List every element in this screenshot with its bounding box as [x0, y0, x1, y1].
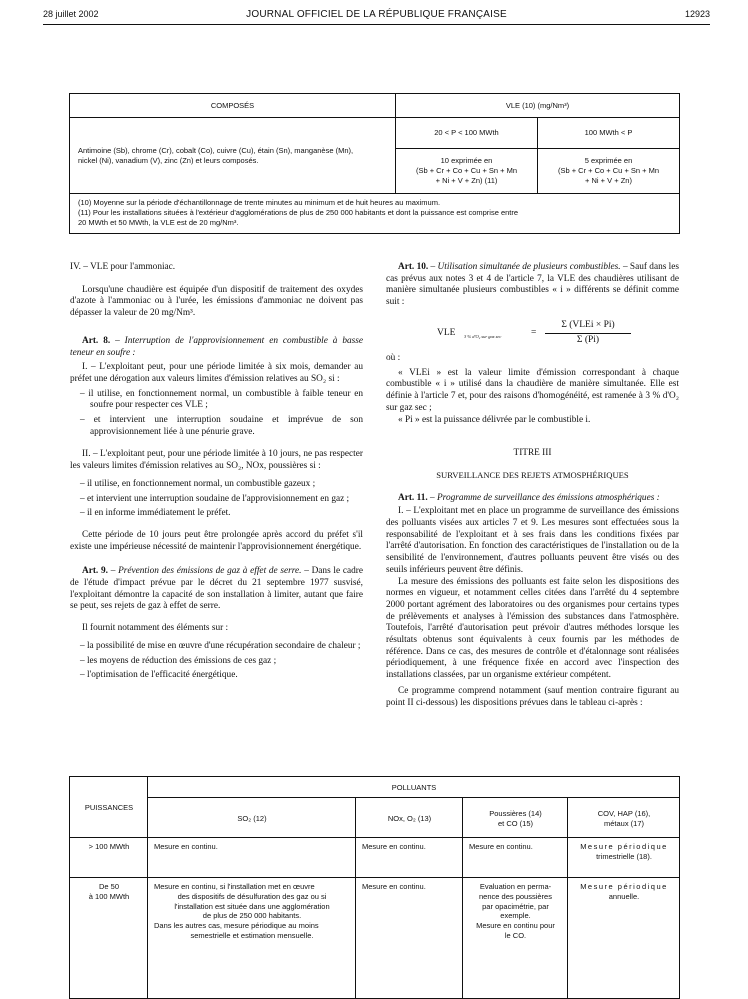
vle-formula	[415, 320, 645, 346]
table-cell: Mesure en continu.	[463, 838, 568, 878]
cell-line: + Ni + V + Zn)	[585, 175, 632, 185]
paragraph: « VLEi » est la valeur limite d'émission correspondant à chaque combustible « i » utilisé dans la chaudière de manière simultanée. Elle est définie à l'article 7 et, pour des raisons d'homogénéité, est ramenée à 3 % d'O₂ sur gaz sec ;	[386, 367, 679, 413]
section-heading: IV. – VLE pour l'ammoniac.	[70, 262, 176, 272]
cell-line: De 50	[98, 882, 119, 891]
cell-line: Mesure périodique	[580, 882, 668, 891]
paragraph: Ce programme comprend notamment (sauf mention contraire figurant au point II ci-dessous) les dispositions prévues dans le tableau ci-après :	[386, 685, 679, 708]
cell-line: exemple.	[500, 911, 531, 921]
article-label: Art. 10.	[398, 262, 429, 272]
table-cell	[568, 878, 680, 999]
table-header-composes: COMPOSÉS	[70, 94, 396, 118]
cell-line: à 100 MWth	[88, 891, 130, 901]
article-title: – Prévention des émissions de gaz à effet de serre.	[107, 566, 302, 577]
table-header-so2: SO₂ (12)	[148, 798, 356, 838]
page-number: 12923	[684, 9, 710, 19]
formula-lhs: VLE	[437, 328, 456, 338]
footnote: 20 MWth et 50 MWth, la VLE est de 20 mg/Nm³.	[78, 217, 239, 227]
cell-line: par opacimétrie, par	[482, 901, 549, 911]
cell-line: annuelle.	[608, 891, 640, 901]
cell-line: Mesure en continu, si l'installation met en œuvre	[154, 882, 315, 891]
list-item: – et intervient une interruption soudaine et imprévue de son approvisionnement liée à une pénurie grave.	[80, 415, 363, 437]
table-header-poussieres	[463, 798, 568, 838]
article-label: Art. 11.	[398, 492, 428, 503]
cell-line: nence des poussières	[479, 891, 552, 901]
table-notes	[70, 194, 680, 234]
cell-line: Dans les autres cas, mesure périodique au moins	[154, 921, 319, 930]
cell-line: semestrielle et estimation mensuelle.	[190, 930, 314, 940]
titre-subheading: SURVEILLANCE DES REJETS ATMOSPHÉRIQUES	[436, 469, 629, 480]
table-cell	[70, 878, 148, 999]
table-header-vle: VLE (10) (mg/Nm³)	[396, 94, 680, 118]
table-header-polluants: POLLUANTS	[148, 777, 680, 798]
right-column-bottom	[386, 353, 679, 709]
article-heading	[70, 336, 363, 359]
cell-line: l'installation est située dans une agglomération	[174, 901, 330, 911]
list-item: – il utilise, en fonctionnement normal, un combustible à faible teneur en soufre pour respecter ces VLE ;	[80, 388, 363, 411]
formula-numerator: Σ (VLEi × Pi)	[561, 320, 615, 330]
article-text: – Sauf dans les cas prévus aux notes 3 et 4 de l'article 7, la VLE des chaudières utilisant de manière simultanée plusieurs combustibles « i » différents se définit comme suit :	[386, 262, 679, 308]
table-header-nox: NOx, O₂ (13)	[356, 798, 463, 838]
paragraph: La mesure des émissions des polluants est faite selon les dispositions des normes en vigueur, et notamment celles citées dans l'arrêté du 4 septembre 2000 portant agrément des laboratoires ou des organismes pour certains types de prélèvements et analyses à l'émission des substances dans l'atmosphère. Toutefois, l'arrêté d'autorisation peut prévoir d'autres méthodes lorsque les résultats obtenus sont équivalents à ceux fournis par les méthodes de référence. Dans ce cas, des mesures de contrôle et d'étalonnage sont réalisées périodiquement, à une fréquence fixée en accord avec l'inspection des installations classées, par un organisme extérieur compétent.	[386, 576, 679, 681]
cell-line: Mesure périodique	[580, 842, 668, 851]
cell-line: (Sb + Cr + Co + Cu + Sn + Mn	[415, 166, 518, 176]
paragraph: Il fournit notamment des éléments sur :	[82, 623, 229, 634]
header-date: 28 juillet 2002	[43, 9, 99, 19]
footnote: (10) Moyenne sur la période d'échantillonnage de trente minutes au minimum et de huit heures au maximum.	[78, 198, 441, 207]
paragraph: « Pi » est la puissance délivrée par le combustible i.	[398, 414, 591, 425]
cell-line: Evaluation en perma-	[479, 882, 552, 891]
row-label-line: nickel (Ni), vanadium (V), zinc (Zn) et leurs composés.	[78, 155, 259, 165]
paragraph: II. – L'exploitant peut, pour une période limitée à 10 jours, ne pas respecter les valeurs limites d'émission relatives au SO₂, NOx, poussières si :	[70, 449, 363, 472]
list-item: – il utilise, en fonctionnement normal, un combustible gazeux ;	[80, 478, 316, 489]
table-subheader: 20 < P < 100 MWth	[396, 118, 538, 149]
table-cell	[568, 838, 680, 878]
paragraph: I. – L'exploitant peut, pour une période limitée à six mois, demander au préfet une dérogation aux valeurs limites d'émission relatives au SO₂ si :	[70, 362, 363, 384]
table-cell	[538, 149, 680, 194]
cell-line: de plus de 250 000 habitants.	[202, 911, 302, 921]
left-column	[70, 262, 363, 682]
article-title: – Programme de surveillance des émissions atmosphériques :	[427, 492, 660, 503]
list-item: – les moyens de réduction des émissions de ces gaz ;	[80, 655, 277, 666]
paragraph	[386, 493, 679, 505]
table-row-label	[70, 118, 396, 194]
header-line: métaux (17)	[603, 818, 645, 828]
table-cell: Mesure en continu.	[356, 878, 463, 999]
paragraph: Lorsqu'une chaudière est équipée d'un dispositif de traitement des oxydes d'azote à l'ammoniac ou à l'urée, les émissions d'ammoniac ne doivent pas dépasser la valeur de 20 mg/Nm³.	[70, 284, 363, 319]
header-line: et CO (15)	[497, 818, 533, 828]
header-line: COV, HAP (16),	[597, 808, 651, 818]
page-header	[43, 9, 710, 23]
cell-line: (Sb + Cr + Co + Cu + Sn + Mn	[557, 166, 660, 176]
formula-subscript: 3 % d'O₂ sur gaz sec	[464, 334, 502, 339]
table-cell	[463, 878, 568, 999]
article-text: – Dans le cadre de l'étude d'impact prévue par le décret du 21 septembre 1977 susvisé, l'exploitant démontre la capacité de son installation à limiter, autant que faire se peut, ses rejets de gaz à effet de serre.	[70, 566, 363, 612]
list-item: – et intervient une interruption soudaine de l'approvisionnement en gaz ;	[80, 493, 350, 504]
fraction-bar	[545, 333, 631, 334]
cell-line: + Ni + V + Zn) (11)	[435, 175, 498, 185]
table-header-puissances: PUISSANCES	[70, 777, 148, 838]
cell-line: Mesure en continu pour	[476, 921, 555, 930]
article-label: Art. 9.	[82, 566, 108, 577]
table-cell: Mesure en continu.	[148, 838, 356, 878]
cell-line: des dispositifs de désulfuration des gaz ou si	[177, 891, 327, 901]
article-title: – Utilisation simultanée de plusieurs combustibles.	[428, 262, 621, 272]
table-row	[70, 878, 680, 999]
list-item: – il en informe immédiatement le préfet.	[80, 508, 231, 519]
formula-equals: =	[531, 328, 537, 338]
paragraph: Cette période de 10 jours peut être prolongée après accord du préfet s'il existe une impérieuse nécessité de maintenir l'approvisionnement énergétique.	[70, 529, 363, 552]
table-cell: > 100 MWth	[70, 838, 148, 878]
vle-metals-table	[69, 93, 680, 234]
surveillance-table	[69, 776, 680, 999]
formula-denominator: Σ (Pi)	[576, 335, 600, 345]
table-cell	[148, 878, 356, 999]
titre-heading: TITRE III	[513, 448, 552, 459]
table-subheader: 100 MWth < P	[538, 118, 680, 149]
footnote: (11) Pour les installations situées à l'extérieur d'agglomérations de plus de 250 000 habitants et dont la puissance est comprise entre	[78, 207, 519, 217]
table-cell: Mesure en continu.	[356, 838, 463, 878]
journal-title: JOURNAL OFFICIEL DE LA RÉPUBLIQUE FRANÇAISE	[246, 9, 507, 20]
table-cell	[396, 149, 538, 194]
table-header-cov	[568, 798, 680, 838]
right-column-top	[386, 262, 679, 309]
table-row	[70, 838, 680, 878]
cell-line: 10 exprimée en	[440, 156, 493, 166]
header-rule	[43, 24, 710, 25]
article-label: Art. 8.	[82, 335, 111, 346]
cell-line: 5 exprimée en	[584, 156, 633, 166]
row-label-line: Antimoine (Sb), chrome (Cr), cobalt (Co), cuivre (Cu), étain (Sn), manganèse (Mn),	[78, 145, 354, 155]
paragraph	[386, 262, 679, 309]
paragraph: où :	[386, 353, 401, 363]
paragraph: I. – L'exploitant met en place un programme de surveillance des émissions des polluants visées aux articles 7 et 9. Les mesures sont effectuées sous la responsabilité de l'exploitant et à ses frais dans les conditions fixées par l'arrêté d'autorisation. En fonction des caractéristiques de l'installation ou de la sensibilité de l'environnement, d'autres polluants peuvent être visés ou des seuils inférieurs peuvent être définis.	[386, 506, 679, 575]
list-item: – la possibilité de mise en œuvre d'une récupération secondaire de chaleur ;	[80, 640, 361, 651]
list-item: – l'optimisation de l'efficacité énergétique.	[80, 670, 238, 681]
header-line: Poussières (14)	[489, 808, 542, 818]
paragraph	[70, 566, 363, 613]
cell-line: trimestrielle (18).	[596, 851, 652, 861]
cell-line: le CO.	[504, 930, 527, 940]
article-title: – Interruption de l'approvisionnement en combustible à basse teneur en soufre :	[70, 335, 364, 358]
